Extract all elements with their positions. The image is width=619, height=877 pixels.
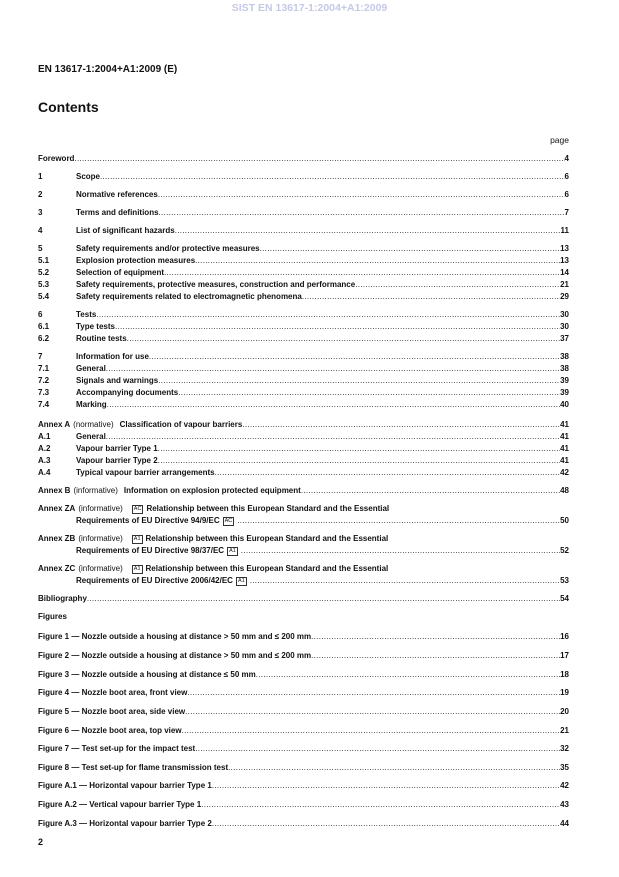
section-number: A.4 bbox=[38, 468, 51, 477]
page-ref: 52 bbox=[560, 546, 569, 555]
page-ref: 54 bbox=[560, 594, 569, 603]
dot-leader bbox=[106, 432, 560, 442]
dot-leader bbox=[158, 376, 560, 386]
page-ref: 17 bbox=[560, 651, 569, 660]
page-ref: 41 bbox=[560, 420, 569, 429]
entry-title: Selection of equipment bbox=[76, 268, 165, 277]
dot-leader bbox=[185, 707, 560, 717]
toc-entry[interactable] bbox=[38, 576, 569, 586]
dot-leader bbox=[175, 226, 561, 236]
section-number: 5.2 bbox=[38, 268, 50, 277]
page-number: 2 bbox=[38, 837, 44, 847]
dot-leader bbox=[195, 744, 560, 754]
annex-label: Annex A bbox=[38, 420, 71, 429]
annex-label: Annex ZB bbox=[38, 534, 76, 543]
page-ref: 41 bbox=[560, 444, 569, 453]
figure-title: Figure 6 — Nozzle boot area, top view bbox=[38, 726, 182, 735]
page-ref: 40 bbox=[560, 400, 569, 409]
page-ref: 41 bbox=[560, 432, 569, 441]
entry-title: Normative references bbox=[76, 190, 158, 199]
dot-leader bbox=[182, 726, 561, 736]
figure-title: Figure 8 — Test set-up for flame transmission test bbox=[38, 763, 229, 772]
amendment-end-marker: A1 bbox=[237, 578, 245, 584]
page-ref: 48 bbox=[560, 486, 569, 495]
page-ref: 14 bbox=[560, 268, 569, 277]
figure-title: Figure 4 — Nozzle boot area, front view bbox=[38, 688, 188, 697]
page-ref: 13 bbox=[560, 256, 569, 265]
section-number: A.3 bbox=[38, 456, 51, 465]
toc-entry[interactable] bbox=[38, 322, 569, 332]
page-ref: 41 bbox=[560, 456, 569, 465]
annex-kind: (informative) bbox=[73, 486, 118, 495]
dot-leader bbox=[158, 456, 560, 466]
page-ref: 11 bbox=[560, 226, 569, 235]
dot-leader bbox=[100, 172, 565, 182]
figure-title: Figure A.1 — Horizontal vapour barrier Type 1 bbox=[38, 781, 212, 790]
figure-title: Figure 1 — Nozzle outside a housing at distance > 50 mm and ≤ 200 mm bbox=[38, 632, 312, 641]
section-number: 5 bbox=[38, 244, 43, 253]
toc-entry[interactable] bbox=[38, 244, 569, 254]
dot-leader bbox=[96, 310, 560, 320]
dot-leader bbox=[107, 400, 560, 410]
page-ref: 32 bbox=[560, 744, 569, 753]
entry-title: Safety requirements and/or protective measures bbox=[76, 244, 260, 253]
annex-label: Annex ZA bbox=[38, 504, 76, 513]
figure-title: Figure A.3 — Horizontal vapour barrier Type 2 bbox=[38, 819, 212, 828]
toc-entry[interactable] bbox=[38, 334, 569, 344]
toc-entry[interactable] bbox=[38, 632, 569, 642]
entry-title: Scope bbox=[76, 172, 101, 181]
toc-entry[interactable] bbox=[38, 594, 569, 604]
annex-label: Annex ZC bbox=[38, 564, 76, 573]
section-number: A.2 bbox=[38, 444, 51, 453]
section-number: 1 bbox=[38, 172, 43, 181]
dot-leader bbox=[301, 486, 560, 496]
toc-entry[interactable] bbox=[38, 456, 569, 466]
entry-title: Accompanying documents bbox=[76, 388, 179, 397]
entry-title: Relationship between this European Standard and the Essential bbox=[145, 564, 389, 573]
page-ref: 7 bbox=[564, 208, 569, 217]
section-number: 6.1 bbox=[38, 322, 50, 331]
entry-title: Routine tests bbox=[76, 334, 127, 343]
page-ref: 6 bbox=[564, 190, 569, 199]
dot-leader bbox=[149, 352, 560, 362]
dot-leader bbox=[158, 190, 565, 200]
toc-entry[interactable] bbox=[38, 800, 569, 810]
page-ref: 30 bbox=[560, 322, 569, 331]
toc-entry[interactable] bbox=[38, 819, 569, 829]
section-number: 5.4 bbox=[38, 292, 50, 301]
amendment-start-marker: A1 bbox=[133, 566, 141, 572]
page-ref: 43 bbox=[560, 800, 569, 809]
entry-title: Safety requirements, protective measures, construction and performance bbox=[76, 280, 356, 289]
section-number: 3 bbox=[38, 208, 43, 217]
dot-leader bbox=[178, 388, 560, 398]
toc-entry[interactable] bbox=[38, 256, 569, 266]
figure-title: Figure 5 — Nozzle boot area, side view bbox=[38, 707, 186, 716]
toc-entry[interactable] bbox=[38, 763, 569, 773]
figure-title: Figure A.2 — Vertical vapour barrier Type 1 bbox=[38, 800, 202, 809]
page-ref: 21 bbox=[560, 280, 569, 289]
amendment-start-marker: A1 bbox=[133, 536, 141, 542]
page-ref: 37 bbox=[560, 334, 569, 343]
dot-leader bbox=[158, 444, 560, 454]
section-number: 4 bbox=[38, 226, 43, 235]
toc-entry[interactable] bbox=[38, 420, 569, 430]
entry-title-cont: Requirements of EU Directive 94/9/EC bbox=[76, 516, 220, 525]
entry-title: Type tests bbox=[76, 322, 115, 331]
entry-title: Information for use bbox=[76, 352, 149, 361]
figure-title: Figure 2 — Nozzle outside a housing at distance > 50 mm and ≤ 200 mm bbox=[38, 651, 312, 660]
dot-leader bbox=[260, 244, 560, 254]
toc-entry[interactable] bbox=[38, 516, 569, 526]
page-ref: 50 bbox=[560, 516, 569, 525]
figures-heading: Figures bbox=[38, 612, 67, 621]
toc-entry[interactable] bbox=[38, 190, 569, 200]
page-ref: 39 bbox=[560, 388, 569, 397]
entry-title: Vapour barrier Type 1 bbox=[76, 444, 158, 453]
toc-entry[interactable] bbox=[38, 688, 569, 698]
section-number: 7.1 bbox=[38, 364, 50, 373]
entry-title: Signals and warnings bbox=[76, 376, 159, 385]
toc-entry[interactable] bbox=[38, 154, 569, 164]
toc-entry[interactable] bbox=[38, 670, 569, 680]
toc-entry[interactable] bbox=[38, 432, 569, 442]
entry-title-cont: Requirements of EU Directive 98/37/EC bbox=[76, 546, 225, 555]
toc-entry[interactable] bbox=[38, 707, 569, 717]
dot-leader bbox=[242, 420, 560, 430]
section-number: A.1 bbox=[38, 432, 51, 441]
entry-title: Tests bbox=[76, 310, 97, 319]
page-ref: 13 bbox=[560, 244, 569, 253]
contents-heading: Contents bbox=[38, 99, 99, 115]
entry-title-cont: Requirements of EU Directive 2006/42/EC bbox=[76, 576, 233, 585]
page-ref: 6 bbox=[564, 172, 569, 181]
toc-entry[interactable] bbox=[38, 651, 569, 661]
toc-entry[interactable] bbox=[38, 444, 569, 454]
dot-leader bbox=[212, 781, 560, 791]
amendment-end-marker: A1 bbox=[229, 548, 236, 554]
page-ref: 16 bbox=[560, 632, 569, 641]
document-id: EN 13617-1:2004+A1:2009 (E) bbox=[38, 64, 178, 75]
dot-leader bbox=[237, 516, 560, 526]
dot-leader bbox=[355, 280, 560, 290]
toc-entry[interactable] bbox=[38, 546, 569, 556]
section-number: 7.4 bbox=[38, 400, 50, 409]
entry-title: General bbox=[76, 364, 106, 373]
dot-leader bbox=[215, 468, 561, 478]
page-ref: 19 bbox=[560, 688, 569, 697]
entry-title: Terms and definitions bbox=[76, 208, 159, 217]
toc-entry[interactable] bbox=[38, 364, 569, 374]
toc-entry[interactable] bbox=[38, 352, 569, 362]
dot-leader bbox=[302, 292, 560, 302]
toc-entry-line1[interactable] bbox=[38, 504, 569, 514]
figure-title: Figure 7 — Test set-up for the impact test bbox=[38, 744, 196, 753]
amendment-end-marker: AC bbox=[224, 518, 233, 524]
annex-label: Annex B bbox=[38, 486, 71, 495]
entry-title: General bbox=[76, 432, 106, 441]
dot-leader bbox=[164, 268, 560, 278]
dot-leader bbox=[187, 688, 560, 698]
page-column-header: page bbox=[550, 135, 569, 145]
entry-title: Information on explosion protected equipment bbox=[123, 486, 301, 495]
page-ref: 35 bbox=[560, 763, 569, 772]
dot-leader bbox=[311, 632, 560, 642]
toc-entry[interactable] bbox=[38, 486, 569, 496]
section-number: 5.3 bbox=[38, 280, 50, 289]
toc-entry[interactable] bbox=[38, 388, 569, 398]
page-ref: 30 bbox=[560, 310, 569, 319]
entry-title: Vapour barrier Type 2 bbox=[76, 456, 158, 465]
dot-leader bbox=[74, 154, 564, 164]
entry-title: Bibliography bbox=[38, 594, 87, 603]
dot-leader bbox=[212, 819, 560, 829]
entry-title: Marking bbox=[76, 400, 107, 409]
page-ref: 42 bbox=[560, 781, 569, 790]
page-ref: 38 bbox=[560, 352, 569, 361]
page-ref: 29 bbox=[560, 292, 569, 301]
dot-leader bbox=[106, 364, 560, 374]
toc-entry[interactable] bbox=[38, 726, 569, 736]
dot-leader bbox=[195, 256, 560, 266]
page-ref: 39 bbox=[560, 376, 569, 385]
section-number: 5.1 bbox=[38, 256, 50, 265]
toc-entry[interactable] bbox=[38, 268, 569, 278]
toc-entry-line1[interactable] bbox=[38, 534, 569, 544]
page-ref: 4 bbox=[564, 154, 569, 163]
page-ref: 53 bbox=[560, 576, 569, 585]
page-ref: 42 bbox=[560, 468, 569, 477]
dot-leader bbox=[159, 208, 565, 218]
section-number: 7.3 bbox=[38, 388, 50, 397]
entry-title: Safety requirements related to electromagnetic phenomena bbox=[76, 292, 302, 301]
entry-title: Foreword bbox=[38, 154, 75, 163]
entry-title: Typical vapour barrier arrangements bbox=[76, 468, 215, 477]
toc-entry[interactable] bbox=[38, 292, 569, 302]
annex-kind: (informative) bbox=[78, 534, 123, 543]
dot-leader bbox=[311, 651, 560, 661]
dot-leader bbox=[127, 334, 560, 344]
page-ref: 38 bbox=[560, 364, 569, 373]
dot-leader bbox=[87, 594, 560, 604]
toc-entry[interactable] bbox=[38, 781, 569, 791]
entry-title: Classification of vapour barriers bbox=[119, 420, 243, 429]
page-ref: 21 bbox=[560, 726, 569, 735]
toc-entry-line1[interactable] bbox=[38, 564, 569, 574]
dot-leader bbox=[241, 546, 560, 556]
section-number: 7.2 bbox=[38, 376, 50, 385]
entry-title: Explosion protection measures bbox=[76, 256, 196, 265]
section-number: 7 bbox=[38, 352, 43, 361]
toc-entry[interactable] bbox=[38, 208, 569, 218]
section-number: 6 bbox=[38, 310, 43, 319]
dot-leader bbox=[250, 576, 560, 586]
amendment-start-marker: AC bbox=[133, 506, 142, 512]
figure-title: Figure 3 — Nozzle outside a housing at distance ≤ 50 mm bbox=[38, 670, 256, 679]
toc-entry[interactable] bbox=[38, 376, 569, 386]
annex-kind: (normative) bbox=[73, 420, 114, 429]
entry-title: Relationship between this European Standard and the Essential bbox=[145, 534, 389, 543]
dot-leader bbox=[228, 763, 560, 773]
page-ref: 18 bbox=[560, 670, 569, 679]
dot-leader bbox=[115, 322, 560, 332]
section-number: 6.2 bbox=[38, 334, 50, 343]
annex-kind: (informative) bbox=[78, 504, 123, 513]
dot-leader bbox=[201, 800, 560, 810]
toc-entry[interactable] bbox=[38, 468, 569, 478]
page-ref: 44 bbox=[560, 819, 569, 828]
section-number: 2 bbox=[38, 190, 43, 199]
toc-entry[interactable] bbox=[38, 400, 569, 410]
toc-entry[interactable] bbox=[38, 744, 569, 754]
toc-entry[interactable] bbox=[38, 310, 569, 320]
entry-title: List of significant hazards bbox=[76, 226, 175, 235]
entry-title: Relationship between this European Standard and the Essential bbox=[146, 504, 390, 513]
toc-entry[interactable] bbox=[38, 226, 569, 236]
toc-entry[interactable] bbox=[38, 172, 569, 182]
watermark: SIST EN 13617-1:2004+A1:2009 bbox=[231, 2, 388, 14]
annex-kind: (informative) bbox=[78, 564, 123, 573]
page-ref: 20 bbox=[560, 707, 569, 716]
toc-entry[interactable] bbox=[38, 280, 569, 290]
dot-leader bbox=[256, 670, 560, 680]
